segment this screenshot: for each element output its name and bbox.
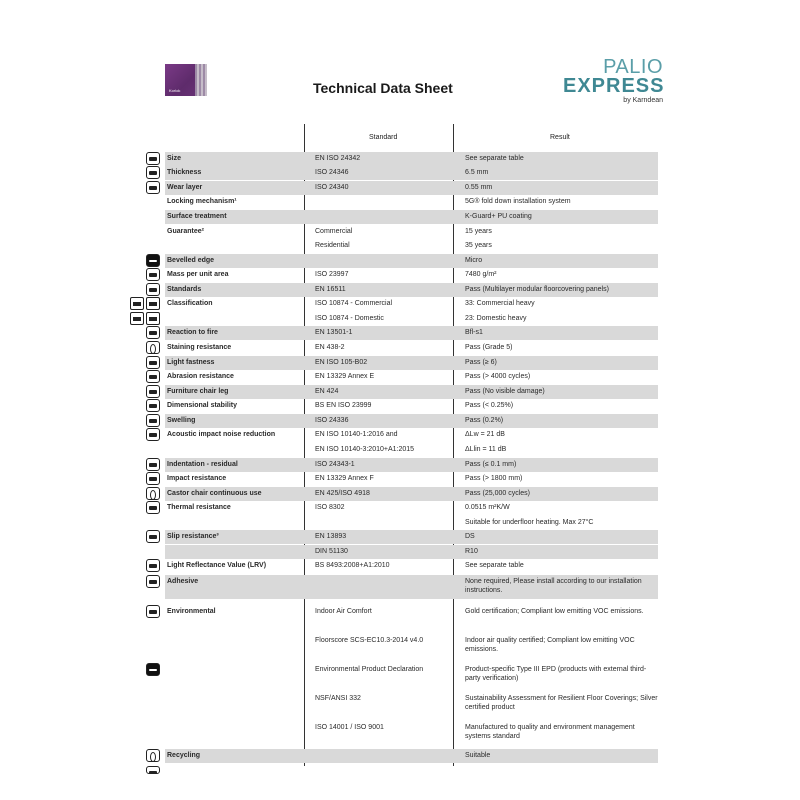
table-row xyxy=(0,225,800,239)
table-row xyxy=(0,195,800,209)
table-row xyxy=(0,516,800,530)
table-row xyxy=(0,472,800,486)
domestic-class-icon xyxy=(130,312,144,325)
domestic-class-icon xyxy=(146,312,160,325)
property-cell: Size xyxy=(167,155,182,162)
standard-cell: ISO 10874 - Commercial xyxy=(315,300,393,307)
wear-layer-icon xyxy=(146,181,160,194)
result-cell: ΔLw = 21 dB xyxy=(465,431,505,438)
brand-line-2: EXPRESS xyxy=(563,75,665,97)
property-cell: Slip resistance³ xyxy=(167,533,219,540)
standards-icon xyxy=(146,283,160,296)
weight-icon xyxy=(146,268,160,281)
standard-cell: Commercial xyxy=(315,228,353,235)
table-row xyxy=(0,239,800,253)
result-cell: R10 xyxy=(465,548,478,555)
column-header-result: Result xyxy=(550,134,570,141)
table-row xyxy=(0,443,800,457)
standard-cell: Indoor Air Comfort xyxy=(315,608,372,615)
standard-cell: Environmental Product Declaration xyxy=(315,666,424,673)
table-row xyxy=(0,152,800,166)
property-cell: Surface treatment xyxy=(167,213,227,220)
thermal-icon xyxy=(146,501,160,514)
indentation-icon xyxy=(146,458,160,471)
standard-cell: BS 8493:2008+A1:2010 xyxy=(315,562,390,569)
result-cell: None required, Please install according to our installation instructions. xyxy=(465,578,642,594)
table-row xyxy=(0,545,800,559)
result-cell: DS xyxy=(465,533,475,540)
table-row xyxy=(0,370,800,384)
table-row xyxy=(0,414,800,428)
property-cell: Light fastness xyxy=(167,359,215,366)
table-row xyxy=(0,692,800,714)
abrasion-icon xyxy=(146,370,160,383)
light-fastness-icon xyxy=(146,356,160,369)
table-row xyxy=(0,356,800,370)
standard-cell: ISO 14001 / ISO 9001 xyxy=(315,724,384,731)
standard-cell: EN ISO 10140-3:2010+A1:2015 xyxy=(315,446,415,453)
table-row xyxy=(0,166,800,180)
table-row xyxy=(0,297,800,311)
standard-cell: EN 16511 xyxy=(315,286,346,293)
table-row xyxy=(0,254,800,268)
property-cell: Locking mechanism¹ xyxy=(167,198,237,205)
standard-cell: EN 13329 Annex F xyxy=(315,475,374,482)
acoustic-icon xyxy=(146,428,160,441)
standard-cell: BS EN ISO 23999 xyxy=(315,402,372,409)
property-cell: Dimensional stability xyxy=(167,402,238,409)
result-cell: See separate table xyxy=(465,562,524,569)
result-cell: Suitable for underfloor heating. Max 27°C xyxy=(465,519,594,526)
table-row xyxy=(0,428,800,442)
next-section-icon xyxy=(146,766,160,774)
property-cell: Bevelled edge xyxy=(167,257,215,264)
brand-line-3: by Karndean xyxy=(623,97,663,104)
table-row xyxy=(0,326,800,340)
dimensional-stability-icon xyxy=(146,399,160,412)
epd-icon xyxy=(146,663,160,676)
property-cell: Abrasion resistance xyxy=(167,373,234,380)
result-cell: Suitable xyxy=(465,752,491,759)
standard-cell: ISO 24340 xyxy=(315,184,349,191)
result-cell: Pass (0.2%) xyxy=(465,417,504,424)
result-cell: Sustainability Assessment for Resilient Floor Coverings; Silver certified product xyxy=(465,695,658,711)
table-row xyxy=(0,181,800,195)
standard-cell: ISO 24343-1 xyxy=(315,461,355,468)
result-cell: Pass (≤ 0.1 mm) xyxy=(465,461,517,468)
result-cell: K-Guard+ PU coating xyxy=(465,213,532,220)
result-cell: Pass (25,000 cycles) xyxy=(465,490,530,497)
result-cell: 35 years xyxy=(465,242,492,249)
property-cell: Swelling xyxy=(167,417,196,424)
property-cell: Wear layer xyxy=(167,184,203,191)
table-row xyxy=(0,487,800,501)
bevelled-edge-icon xyxy=(146,254,160,267)
result-cell: Pass (Multilayer modular floorcovering panels) xyxy=(465,286,609,293)
property-cell: Castor chair continuous use xyxy=(167,490,262,497)
property-cell: Furniture chair leg xyxy=(167,388,229,395)
standard-cell: ISO 24336 xyxy=(315,417,349,424)
size-icon xyxy=(146,152,160,165)
table-row xyxy=(0,575,800,599)
standard-cell: NSF/ANSI 332 xyxy=(315,695,361,702)
property-cell: Classification xyxy=(167,300,213,307)
table-row xyxy=(0,721,800,743)
property-cell: Thermal resistance xyxy=(167,504,231,511)
result-cell: Indoor air quality certified; Compliant low emitting VOC emissions. xyxy=(465,637,635,653)
property-cell: Guarantee² xyxy=(167,228,204,235)
result-cell: 5G® fold down installation system xyxy=(465,198,571,205)
table-row xyxy=(0,559,800,573)
adhesive-icon xyxy=(146,575,160,588)
standard-cell: EN 438-2 xyxy=(315,344,345,351)
result-cell: 23: Domestic heavy xyxy=(465,315,527,322)
result-cell: See separate table xyxy=(465,155,524,162)
result-cell: Gold certification; Compliant low emitting VOC emissions. xyxy=(465,608,644,615)
property-cell: Reaction to fire xyxy=(167,329,218,336)
property-cell: Mass per unit area xyxy=(167,271,229,278)
castor-chair-icon xyxy=(146,487,160,500)
property-cell: Light Reflectance Value (LRV) xyxy=(167,562,267,569)
table-row xyxy=(0,399,800,413)
brand-line-1: PALIO xyxy=(603,56,663,78)
standard-cell: DIN 51130 xyxy=(315,548,348,555)
swelling-icon xyxy=(146,414,160,427)
result-cell: Pass (< 0.25%) xyxy=(465,402,514,409)
result-cell: 0.0515 m²K/W xyxy=(465,504,510,511)
result-cell: Pass (No visible damage) xyxy=(465,388,545,395)
swatch-label: Korlok xyxy=(169,88,181,93)
environmental-icon xyxy=(146,605,160,618)
standard-cell: EN 424 xyxy=(315,388,339,395)
standard-cell: ISO 24346 xyxy=(315,169,349,176)
table-row xyxy=(0,749,800,763)
standard-cell: EN 425/ISO 4918 xyxy=(315,490,370,497)
swatch-stripe xyxy=(195,64,207,96)
result-cell: Pass (> 1800 mm) xyxy=(465,475,523,482)
standard-cell: Residential xyxy=(315,242,350,249)
result-cell: 0.55 mm xyxy=(465,184,493,191)
lrv-icon xyxy=(146,559,160,572)
table-row xyxy=(0,283,800,297)
property-cell: Acoustic impact noise reduction xyxy=(167,431,276,438)
result-cell: 33: Commercial heavy xyxy=(465,300,535,307)
page-title: Technical Data Sheet xyxy=(313,80,453,96)
result-cell: 6.5 mm xyxy=(465,169,489,176)
property-cell: Thickness xyxy=(167,169,202,176)
thickness-icon xyxy=(146,166,160,179)
standard-cell: EN 13329 Annex E xyxy=(315,373,375,380)
chair-leg-icon xyxy=(146,385,160,398)
standard-cell: EN ISO 24342 xyxy=(315,155,361,162)
property-cell: Staining resistance xyxy=(167,344,232,351)
classification-icons xyxy=(130,297,160,327)
slip-icon xyxy=(146,530,160,543)
result-cell: 7480 g/m² xyxy=(465,271,497,278)
property-cell: Indentation - residual xyxy=(167,461,238,468)
result-cell: Pass (> 4000 cycles) xyxy=(465,373,531,380)
commercial-class-icon xyxy=(146,297,160,310)
table-row xyxy=(0,634,800,656)
commercial-class-icon xyxy=(130,297,144,310)
result-cell: Product-specific Type III EPD (products with external third-party verification) xyxy=(465,666,647,682)
result-cell: Manufactured to quality and environment management systems standard xyxy=(465,724,635,740)
table-row xyxy=(0,312,800,326)
property-cell: Adhesive xyxy=(167,578,199,585)
column-header-standard: Standard xyxy=(369,134,398,141)
property-cell: Environmental xyxy=(167,608,216,615)
standard-cell: EN ISO 105-B02 xyxy=(315,359,368,366)
standard-cell: Floorscore SCS-EC10.3-2014 v4.0 xyxy=(315,637,424,644)
result-cell: Bfl-s1 xyxy=(465,329,483,336)
result-cell: Pass (≥ 6) xyxy=(465,359,497,366)
property-cell: Standards xyxy=(167,286,202,293)
standard-cell: ISO 8302 xyxy=(315,504,345,511)
standard-cell: EN 13501-1 xyxy=(315,329,353,336)
result-cell: Micro xyxy=(465,257,483,264)
fire-icon xyxy=(146,326,160,339)
standard-cell: ISO 23997 xyxy=(315,271,349,278)
property-cell: Recycling xyxy=(167,752,201,759)
property-cell: Impact resistance xyxy=(167,475,227,482)
table-row xyxy=(0,501,800,515)
product-swatch xyxy=(165,64,207,96)
result-cell: ΔLlin = 11 dB xyxy=(465,446,507,453)
brand-logo xyxy=(563,58,663,105)
table-row xyxy=(0,458,800,472)
staining-icon xyxy=(146,341,160,354)
table-row xyxy=(0,210,800,224)
standard-cell: ISO 10874 - Domestic xyxy=(315,315,384,322)
table-row xyxy=(0,605,800,627)
table-row xyxy=(0,530,800,544)
result-cell: 15 years xyxy=(465,228,492,235)
table-row xyxy=(0,268,800,282)
table-row xyxy=(0,663,800,685)
recycling-icon xyxy=(146,749,160,762)
table-row xyxy=(0,385,800,399)
result-cell: Pass (Grade 5) xyxy=(465,344,513,351)
standard-cell: EN 13893 xyxy=(315,533,347,540)
impact-icon xyxy=(146,472,160,485)
standard-cell: EN ISO 10140-1:2016 and xyxy=(315,431,398,438)
table-row xyxy=(0,341,800,355)
